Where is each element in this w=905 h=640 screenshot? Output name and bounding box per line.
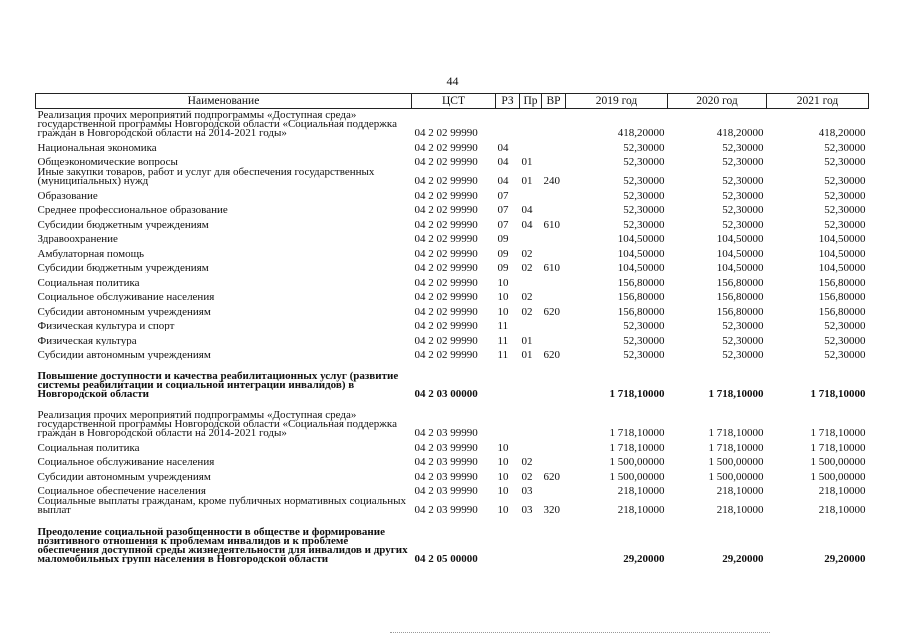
cell-vr xyxy=(542,482,566,497)
cell-y2019: 156,80000 xyxy=(617,291,665,302)
cell-pr: 01 xyxy=(521,156,533,167)
cell-name: Амбулаторная помощь xyxy=(37,247,145,259)
cell-y2021: 1 718,10000 xyxy=(810,388,866,399)
cell-rz: 09 xyxy=(497,247,509,259)
cell-y2019: 52,30000 xyxy=(623,141,665,153)
cell-name: Социальная политика xyxy=(37,276,140,288)
cell-y2019: 52,30000 xyxy=(623,320,665,331)
cell-y2021: 1 500,00000 xyxy=(810,456,866,467)
cell-cst: 04 2 02 99990 xyxy=(414,218,478,230)
cell-cst: 04 2 03 99990 xyxy=(414,485,478,496)
cell-rz: 04 xyxy=(497,156,509,167)
cell-vr xyxy=(542,244,566,259)
cell-cst: 04 2 03 99990 xyxy=(414,427,478,438)
cell-y2019: 52,30000 xyxy=(623,156,665,167)
cell-name: Реализация прочих мероприятий подпрограммы «Доступная среда» государственной программы Новгородской области «Социальная поддержка граждан в Новгородской области на 2014-2021 годы» xyxy=(37,409,397,438)
budget-table xyxy=(35,93,869,564)
table-row xyxy=(36,515,869,564)
cell-y2020: 1 500,00000 xyxy=(708,470,764,482)
table-row xyxy=(36,230,869,245)
cell-cst: 04 2 05 00000 xyxy=(414,553,478,564)
cell-vr xyxy=(542,153,566,168)
cell-vr xyxy=(542,230,566,245)
cell-vr xyxy=(542,317,566,332)
cell-y2020: 418,20000 xyxy=(716,127,764,138)
table-row xyxy=(36,302,869,317)
cell-cst: 04 2 03 99990 xyxy=(414,441,478,453)
cell-y2021: 1 500,00000 xyxy=(810,470,866,482)
cell-y2020: 52,30000 xyxy=(722,204,764,215)
cell-pr xyxy=(520,438,542,453)
cell-pr xyxy=(520,230,542,245)
cell-pr xyxy=(520,360,542,399)
cell-cst: 04 2 03 99990 xyxy=(414,504,478,515)
cell-vr: 620 xyxy=(543,470,560,482)
table-row xyxy=(36,153,869,168)
table-row xyxy=(36,244,869,259)
table-row xyxy=(36,467,869,482)
cell-cst: 04 2 02 99990 xyxy=(414,204,478,215)
cell-y2021: 1 718,10000 xyxy=(810,441,866,453)
cell-name: Реализация прочих мероприятий подпрограммы «Доступная среда» государственной программы Новгородской области «Социальная поддержка граждан в Новгородской области на 2014-2021 годы» xyxy=(37,109,397,138)
cell-y2021: 218,10000 xyxy=(818,485,866,496)
cell-y2021: 52,30000 xyxy=(824,156,866,167)
cell-name: Общеэкономические вопросы xyxy=(37,156,178,167)
cell-cst: 04 2 02 99990 xyxy=(414,156,478,167)
cell-y2019: 218,10000 xyxy=(617,485,665,496)
cell-rz: 09 xyxy=(497,233,509,244)
cell-y2020: 52,30000 xyxy=(722,218,764,230)
cell-y2019: 1 500,00000 xyxy=(609,470,665,482)
cell-pr: 02 xyxy=(521,305,533,317)
cell-y2021: 52,30000 xyxy=(824,141,866,153)
cell-cst: 04 2 02 99990 xyxy=(414,334,478,346)
cell-cst: 04 2 02 99990 xyxy=(414,320,478,331)
cell-y2020: 104,50000 xyxy=(716,233,764,244)
cell-vr xyxy=(542,360,566,399)
cell-cst: 04 2 02 99990 xyxy=(414,349,478,360)
cell-name: Субсидии бюджетным учреждениям xyxy=(37,218,209,230)
cell-name: Здравоохранение xyxy=(37,233,118,244)
cell-rz: 04 xyxy=(497,175,509,186)
cell-vr: 240 xyxy=(543,175,560,186)
cell-cst: 04 2 02 99990 xyxy=(414,141,478,153)
cell-cst: 04 2 02 99990 xyxy=(414,127,478,138)
cell-y2019: 104,50000 xyxy=(617,233,665,244)
cell-rz xyxy=(496,360,520,399)
cell-y2019: 104,50000 xyxy=(617,262,665,273)
cell-y2020: 52,30000 xyxy=(722,189,764,201)
cell-cst: 04 2 02 99990 xyxy=(414,305,478,317)
table-row xyxy=(36,201,869,216)
header-cst: ЦСТ xyxy=(412,94,496,109)
cell-pr xyxy=(520,109,542,139)
cell-name: Образование xyxy=(37,189,98,201)
cell-y2020: 29,20000 xyxy=(722,553,764,564)
cell-y2019: 1 500,00000 xyxy=(609,456,665,467)
cell-name: Иные закупки товаров, работ и услуг для обеспечения государственных (муниципальных) нужд xyxy=(37,167,375,186)
cell-y2021: 218,10000 xyxy=(818,504,866,515)
table-row xyxy=(36,215,869,230)
table-row xyxy=(36,346,869,361)
cell-vr xyxy=(542,273,566,288)
cell-rz: 07 xyxy=(497,218,509,230)
table-row xyxy=(36,259,869,274)
cell-y2019: 218,10000 xyxy=(617,504,665,515)
cell-y2020: 52,30000 xyxy=(722,320,764,331)
table-row xyxy=(36,138,869,153)
cell-pr: 03 xyxy=(521,485,533,496)
table-row xyxy=(36,360,869,399)
cell-rz xyxy=(496,109,520,139)
table-row xyxy=(36,288,869,303)
cell-cst: 04 2 02 99990 xyxy=(414,247,478,259)
header-2019: 2019 год xyxy=(566,94,668,109)
cell-pr xyxy=(520,317,542,332)
cell-rz xyxy=(496,515,520,564)
cell-y2021: 52,30000 xyxy=(824,320,866,331)
cell-rz xyxy=(496,399,520,438)
cell-vr: 610 xyxy=(543,262,560,273)
cell-rz: 10 xyxy=(497,305,509,317)
table-row xyxy=(36,496,869,515)
cell-pr: 01 xyxy=(521,349,533,360)
cell-vr xyxy=(542,109,566,139)
cell-cst: 04 2 02 99990 xyxy=(414,291,478,302)
cell-y2019: 52,30000 xyxy=(623,175,665,186)
cell-rz: 10 xyxy=(497,504,509,515)
cell-y2019: 52,30000 xyxy=(623,349,665,360)
cell-y2020: 1 718,10000 xyxy=(708,427,764,438)
cell-pr xyxy=(520,138,542,153)
cell-y2021: 156,80000 xyxy=(818,291,866,302)
table-body xyxy=(36,109,869,565)
cell-y2021: 1 718,10000 xyxy=(810,427,866,438)
cell-cst: 04 2 02 99990 xyxy=(414,262,478,273)
table-row xyxy=(36,167,869,186)
cell-y2019: 52,30000 xyxy=(623,334,665,346)
cell-cst: 04 2 03 99990 xyxy=(414,456,478,467)
cell-vr xyxy=(542,331,566,346)
cell-y2019: 104,50000 xyxy=(617,247,665,259)
cell-pr: 02 xyxy=(521,291,533,302)
cell-name: Среднее профессиональное образование xyxy=(37,204,228,215)
cell-y2019: 52,30000 xyxy=(623,189,665,201)
cell-name: Субсидии автономным учреждениям xyxy=(37,349,211,360)
cell-pr: 04 xyxy=(521,218,533,230)
cell-vr xyxy=(542,399,566,438)
cell-y2021: 418,20000 xyxy=(818,127,866,138)
cell-name: Социальные выплаты гражданам, кроме публичных нормативных социальных выплат xyxy=(37,496,406,515)
table-row xyxy=(36,317,869,332)
cell-y2021: 29,20000 xyxy=(824,553,866,564)
cell-rz: 11 xyxy=(497,334,509,346)
header-vr: ВР xyxy=(542,94,566,109)
cell-vr xyxy=(542,288,566,303)
cell-y2021: 104,50000 xyxy=(818,262,866,273)
cell-rz: 10 xyxy=(497,276,509,288)
table-row xyxy=(36,186,869,201)
cell-cst: 04 2 02 99990 xyxy=(414,276,478,288)
cell-name: Национальная экономика xyxy=(37,141,157,153)
cell-y2020: 104,50000 xyxy=(716,247,764,259)
cell-name: Субсидии бюджетным учреждениям xyxy=(37,262,209,273)
cell-y2019: 156,80000 xyxy=(617,305,665,317)
cell-vr xyxy=(542,201,566,216)
cell-rz: 10 xyxy=(497,291,509,302)
header-name: Наименование xyxy=(36,94,412,109)
cell-vr: 620 xyxy=(543,349,560,360)
cell-vr xyxy=(542,515,566,564)
cell-pr: 02 xyxy=(521,247,533,259)
cell-rz: 10 xyxy=(497,441,509,453)
cell-pr xyxy=(520,399,542,438)
cell-y2020: 156,80000 xyxy=(716,305,764,317)
cell-name: Социальная политика xyxy=(37,441,140,453)
cell-y2020: 104,50000 xyxy=(716,262,764,273)
table-row xyxy=(36,453,869,468)
cell-y2019: 52,30000 xyxy=(623,204,665,215)
cell-y2019: 1 718,10000 xyxy=(609,388,665,399)
cell-cst: 04 2 03 99990 xyxy=(414,470,478,482)
cell-vr xyxy=(542,138,566,153)
header-2020: 2020 год xyxy=(668,94,767,109)
table-row xyxy=(36,399,869,438)
cell-vr xyxy=(542,453,566,468)
cell-y2021: 104,50000 xyxy=(818,233,866,244)
cell-y2020: 1 500,00000 xyxy=(708,456,764,467)
cell-cst: 04 2 02 99990 xyxy=(414,233,478,244)
cell-pr: 01 xyxy=(521,175,533,186)
cell-y2021: 52,30000 xyxy=(824,175,866,186)
cell-y2020: 1 718,10000 xyxy=(708,388,764,399)
cell-y2020: 218,10000 xyxy=(716,504,764,515)
table-row xyxy=(36,273,869,288)
table-row xyxy=(36,438,869,453)
cell-name: Социальное обслуживание населения xyxy=(37,456,215,467)
cell-rz: 10 xyxy=(497,456,509,467)
cell-y2020: 218,10000 xyxy=(716,485,764,496)
cell-y2020: 52,30000 xyxy=(722,175,764,186)
header-pr: Пр xyxy=(520,94,542,109)
cell-y2019: 1 718,10000 xyxy=(609,427,665,438)
cell-pr xyxy=(520,273,542,288)
cell-name: Повышение доступности и качества реабилитационных услуг (развитие системы реабилитации и социальной интеграции инвалидов) в Новгородской области xyxy=(37,370,399,399)
cell-name: Физическая культура и спорт xyxy=(37,320,175,331)
cell-y2021: 52,30000 xyxy=(824,218,866,230)
cell-y2019: 29,20000 xyxy=(623,553,665,564)
cell-y2021: 52,30000 xyxy=(824,334,866,346)
cell-rz: 11 xyxy=(497,349,509,360)
cell-rz: 04 xyxy=(497,141,509,153)
cell-name: Преодоление социальной разобщенности в обществе и формирование позитивного отношения к проблемам инвалидов и к проблеме обеспечения доступной среды жизнедеятельности для инвалидов и других маломобильных групп населения в Новгородской области xyxy=(37,526,408,564)
cell-y2019: 418,20000 xyxy=(617,127,665,138)
cell-vr: 610 xyxy=(543,218,560,230)
cell-y2021: 52,30000 xyxy=(824,349,866,360)
cell-y2020: 52,30000 xyxy=(722,156,764,167)
cell-name: Социальное обслуживание населения xyxy=(37,291,215,302)
cell-rz: 11 xyxy=(497,320,509,331)
cell-cst: 04 2 03 00000 xyxy=(414,388,478,399)
cell-rz: 10 xyxy=(497,485,509,496)
cell-pr: 04 xyxy=(521,204,533,215)
cell-y2021: 156,80000 xyxy=(818,276,866,288)
cell-pr: 02 xyxy=(521,470,533,482)
cell-y2020: 52,30000 xyxy=(722,141,764,153)
cell-y2019: 52,30000 xyxy=(623,218,665,230)
cell-y2020: 156,80000 xyxy=(716,276,764,288)
footer-divider xyxy=(390,632,770,633)
table-header-row xyxy=(36,94,869,109)
header-2021: 2021 год xyxy=(767,94,869,109)
cell-pr xyxy=(520,515,542,564)
cell-name: Физическая культура xyxy=(37,334,137,346)
cell-cst: 04 2 02 99990 xyxy=(414,189,478,201)
cell-pr xyxy=(520,186,542,201)
cell-name: Субсидии автономным учреждениям xyxy=(37,305,211,317)
cell-name: Социальное обеспечение населения xyxy=(37,485,206,496)
cell-rz: 07 xyxy=(497,189,509,201)
cell-pr: 02 xyxy=(521,456,533,467)
cell-y2020: 52,30000 xyxy=(722,349,764,360)
cell-y2021: 104,50000 xyxy=(818,247,866,259)
table-row xyxy=(36,109,869,139)
table-row xyxy=(36,331,869,346)
cell-pr: 03 xyxy=(521,504,533,515)
cell-name: Субсидии автономным учреждениям xyxy=(37,470,211,482)
cell-vr: 620 xyxy=(543,305,560,317)
cell-pr: 02 xyxy=(521,262,533,273)
page-number: 44 xyxy=(446,74,459,88)
cell-rz: 07 xyxy=(497,204,509,215)
cell-vr: 320 xyxy=(543,504,560,515)
cell-vr xyxy=(542,438,566,453)
cell-y2020: 1 718,10000 xyxy=(708,441,764,453)
cell-y2021: 156,80000 xyxy=(818,305,866,317)
table-row xyxy=(36,482,869,497)
cell-y2019: 1 718,10000 xyxy=(609,441,665,453)
cell-y2019: 156,80000 xyxy=(617,276,665,288)
cell-y2020: 52,30000 xyxy=(722,334,764,346)
cell-pr: 01 xyxy=(521,334,533,346)
cell-cst: 04 2 02 99990 xyxy=(414,175,478,186)
cell-y2021: 52,30000 xyxy=(824,189,866,201)
cell-rz: 10 xyxy=(497,470,509,482)
cell-rz: 09 xyxy=(497,262,509,273)
cell-y2020: 156,80000 xyxy=(716,291,764,302)
header-rz: РЗ xyxy=(496,94,520,109)
cell-y2021: 52,30000 xyxy=(824,204,866,215)
cell-vr xyxy=(542,186,566,201)
